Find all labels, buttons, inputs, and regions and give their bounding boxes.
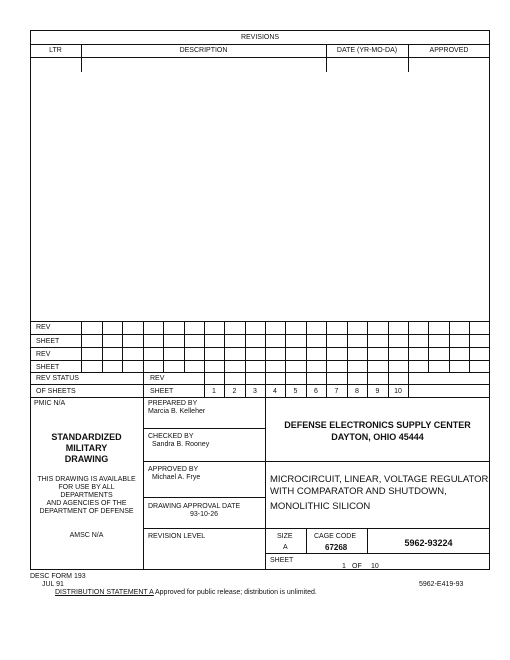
sheet-number: 10 <box>394 388 402 395</box>
sheet-number: 2 <box>232 388 237 395</box>
divider <box>143 397 144 570</box>
divider <box>30 384 490 385</box>
sheet-current: 1 <box>342 563 346 570</box>
amsc-label: AMSC N/A <box>69 532 104 539</box>
prepared-by-label: PREPARED BY <box>148 400 198 407</box>
sheet-number: 6 <box>314 388 318 395</box>
revision-level-label: REVISION LEVEL <box>148 533 206 540</box>
rev-row-label: REV <box>36 324 51 331</box>
divider <box>326 44 327 72</box>
divider <box>143 497 265 498</box>
divider <box>388 321 389 397</box>
revisions-title: REVISIONS <box>240 34 280 41</box>
checked-by-label: CHECKED BY <box>148 433 194 440</box>
rev-label: REV <box>150 375 165 382</box>
sheet-number: 7 <box>334 388 339 395</box>
divider <box>449 321 450 372</box>
divider <box>224 321 225 397</box>
divider <box>143 461 490 462</box>
rev-row-label: REV <box>36 351 51 358</box>
sheet-total: 10 <box>371 563 379 570</box>
availability-line3: DEPARTMENTS <box>60 492 113 499</box>
standardized-line2: MILITARY <box>65 443 108 453</box>
divider <box>428 321 429 372</box>
divider <box>30 334 490 335</box>
sheet-of: OF <box>352 563 362 570</box>
divider <box>326 321 327 397</box>
divider <box>30 397 490 398</box>
divider <box>30 321 490 322</box>
divider <box>143 428 265 429</box>
form-date: JUL 91 <box>42 581 64 588</box>
divider <box>122 321 123 372</box>
divider <box>265 553 490 554</box>
sheet-label: SHEET <box>270 557 294 564</box>
standardized-line3: DRAWING <box>64 454 109 464</box>
col-description-header: DESCRIPTION <box>179 47 228 54</box>
title-line2: WITH COMPARATOR AND SHUTDOWN, <box>270 486 447 497</box>
sheet-label: SHEET <box>150 388 174 395</box>
divider <box>30 57 490 58</box>
divider <box>102 321 103 372</box>
availability-line2: FOR USE BY ALL <box>58 484 115 491</box>
cage-code-label: CAGE CODE <box>314 533 357 540</box>
col-ltr-header: LTR <box>49 47 62 54</box>
divider <box>163 321 164 372</box>
approved-by-label: APPROVED BY <box>148 466 199 473</box>
prepared-by-name: Marcia B. Kelleher <box>148 408 206 415</box>
divider <box>367 321 368 397</box>
approval-date-value: 93-10-26 <box>190 511 219 518</box>
divider <box>184 321 185 372</box>
footer-code: 5962-E419-93 <box>419 581 464 588</box>
size-label: SIZE <box>277 533 293 540</box>
agency-name: DEFENSE ELECTRONICS SUPPLY CENTER <box>284 420 471 430</box>
divider <box>30 372 490 373</box>
divider <box>285 321 286 397</box>
availability-line1: THIS DRAWING IS AVAILABLE <box>37 476 136 483</box>
availability-line4: AND AGENCIES OF THE <box>46 500 127 507</box>
divider <box>143 321 144 397</box>
agency-address: DAYTON, OHIO 45444 <box>331 432 424 442</box>
sheet-row-label: SHEET <box>36 338 60 345</box>
standardized-line1: STANDARDIZED <box>51 432 122 442</box>
availability-line5: DEPARTMENT OF DEFENSE <box>39 508 134 515</box>
size-value: A <box>283 544 288 551</box>
of-sheets-label: OF SHEETS <box>36 388 76 395</box>
approved-by-name: Michael A. Frye <box>152 474 201 481</box>
divider <box>30 360 490 361</box>
divider <box>30 347 490 348</box>
divider <box>245 321 246 397</box>
sheet-number: 3 <box>253 388 257 395</box>
sheet-number: 4 <box>273 388 277 395</box>
divider <box>81 44 82 72</box>
sheet-row-label: SHEET <box>36 364 60 371</box>
sheet-number: 9 <box>375 388 380 395</box>
divider <box>204 321 205 397</box>
divider <box>408 44 409 72</box>
col-approved-header: APPROVED <box>429 47 469 54</box>
title-line3: MONOLITHIC SILICON <box>270 501 371 512</box>
sheet-number: 8 <box>355 388 359 395</box>
distribution-statement-label: DISTRIBUTION STATEMENT A <box>55 589 154 596</box>
col-date-header: DATE (YR-MO-DA) <box>336 47 398 54</box>
sheet-number: 1 <box>212 388 216 395</box>
divider <box>408 321 409 397</box>
sheet-number: 5 <box>293 388 298 395</box>
divider <box>30 44 490 45</box>
drawing-number: 5962-93224 <box>404 538 453 548</box>
cage-code-value: 67268 <box>325 543 348 552</box>
divider <box>306 321 307 397</box>
divider <box>265 321 266 397</box>
checked-by-name: Sandra B. Rooney <box>152 441 210 448</box>
divider <box>347 321 348 397</box>
title-line1: MICROCIRCUIT, LINEAR, VOLTAGE REGULATOR <box>270 474 489 485</box>
desc-form-label: DESC FORM 193 <box>30 573 86 580</box>
distribution-statement-text: Approved for public release; distribution is unlimited. <box>155 589 317 596</box>
approval-date-label: DRAWING APPROVAL DATE <box>148 503 241 510</box>
divider <box>143 528 490 529</box>
divider <box>81 321 82 372</box>
divider <box>469 321 470 372</box>
divider <box>306 528 307 553</box>
pmic-label: PMIC N/A <box>34 400 66 407</box>
rev-status-label: REV STATUS <box>36 375 79 382</box>
